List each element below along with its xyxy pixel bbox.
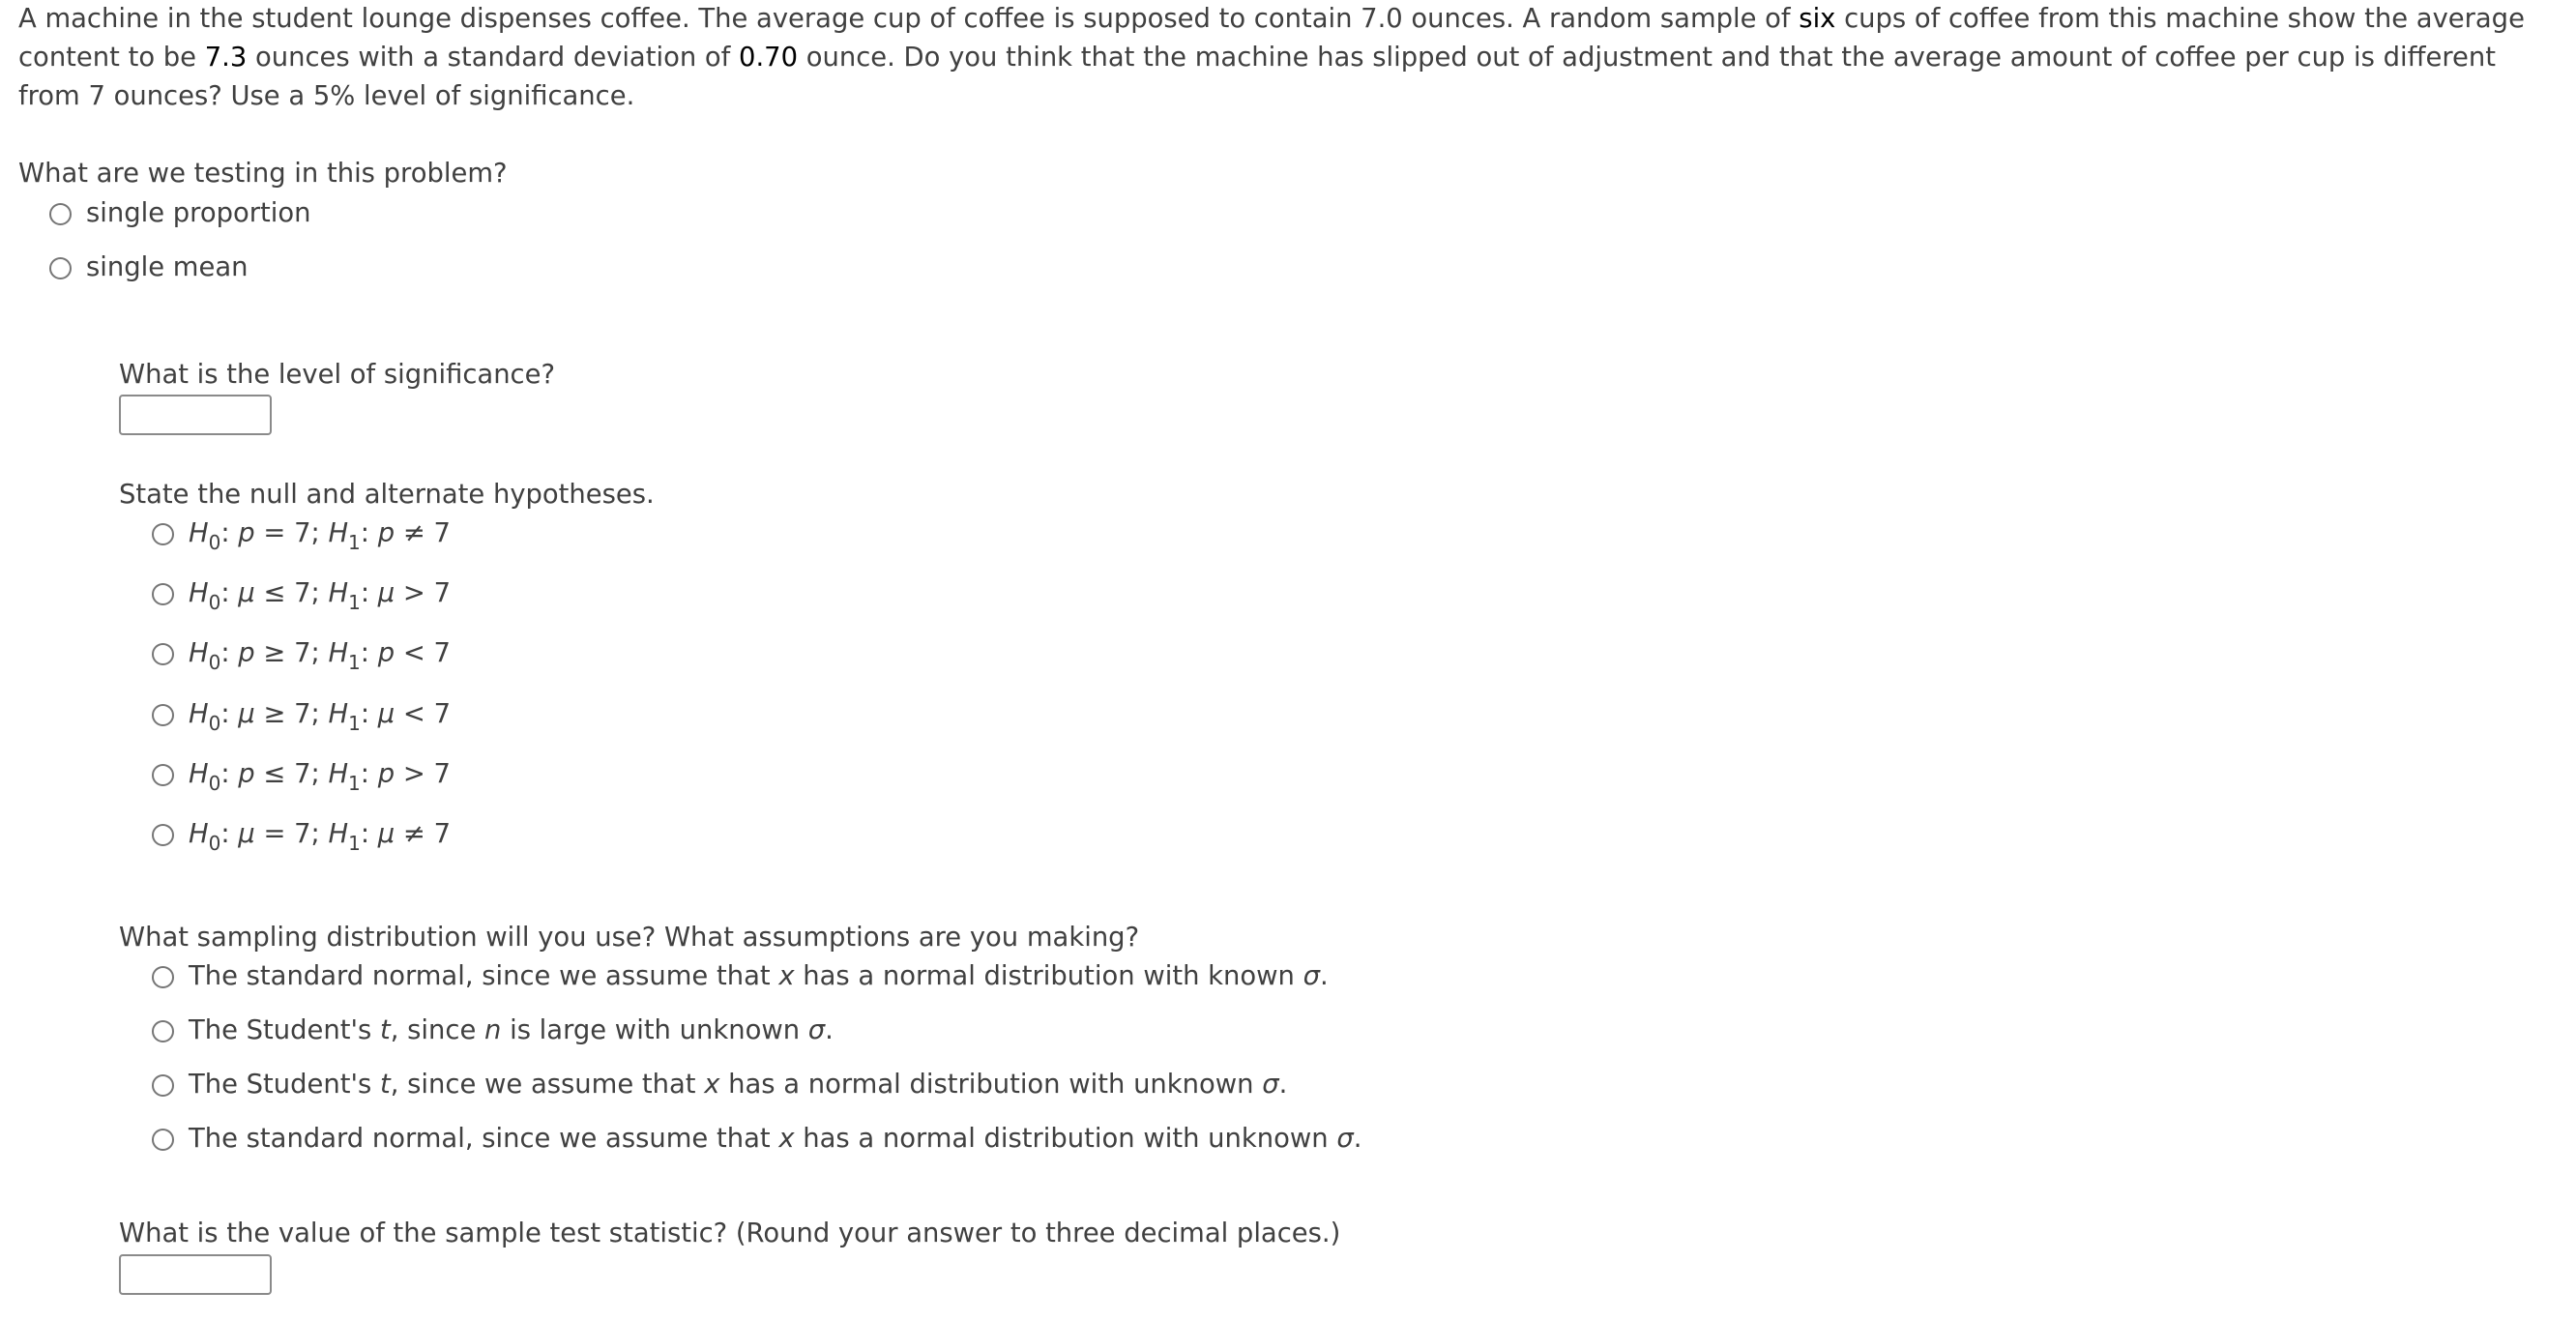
radio-distribution-2[interactable] [152, 1020, 174, 1042]
question-sampling-distribution: What sampling distribution will you use? What assumptions are you making? [119, 923, 1140, 953]
problem-statement: A machine in the student lounge dispenses coffee. The average cup of coffee is supposed to contain 7.0 ounces. A random sample of six cups of coffee from this machine show the average content to be 7.3 ounces with a standard deviation of 0.70 ounce. Do you think that the machine has slipped out of adjustment and that the average amount of coffee per cup is different from 7 ounces? Use a 5% level of significance. [18, 4, 2525, 111]
question-significance-level: What is the level of significance? [119, 360, 556, 390]
sample-mean-value: 7.3 [204, 43, 248, 73]
hypothesis-option-6[interactable]: $H_0$: μ = 7; $H_1$: μ ≠ 7 [152, 815, 451, 854]
radio-single-mean[interactable] [49, 257, 72, 279]
radio-hypothesis-4[interactable] [152, 704, 174, 726]
radio-hypothesis-2[interactable] [152, 583, 174, 605]
radio-distribution-1[interactable] [152, 966, 174, 988]
hypothesis-option-1[interactable]: $H_0$: p = 7; $H_1$: p ≠ 7 [152, 514, 451, 553]
radio-hypothesis-5[interactable] [152, 764, 174, 786]
question-hypotheses: State the null and alternate hypotheses. [119, 480, 655, 510]
radio-single-proportion[interactable] [49, 203, 72, 225]
radio-hypothesis-3[interactable] [152, 643, 174, 665]
significance-level-input[interactable] [119, 395, 272, 435]
hypothesis-option-3[interactable]: $H_0$: p ≥ 7; $H_1$: p < 7 [152, 634, 451, 673]
distribution-option-4[interactable]: The standard normal, since we assume that x has a normal distribution with unknown σ. [152, 1120, 1361, 1159]
option-single-mean[interactable]: single mean [49, 249, 248, 287]
distribution-option-2[interactable]: The Student's t, since n is large with unknown σ. [152, 1012, 834, 1050]
hypothesis-option-5[interactable]: $H_0$: p ≤ 7; $H_1$: p > 7 [152, 755, 451, 794]
distribution-option-3[interactable]: The Student's t, since we assume that x has a normal distribution with unknown σ. [152, 1066, 1287, 1104]
radio-hypothesis-1[interactable] [152, 523, 174, 545]
hypothesis-option-2[interactable]: $H_0$: μ ≤ 7; $H_1$: μ > 7 [152, 574, 451, 613]
radio-hypothesis-6[interactable] [152, 824, 174, 846]
distribution-option-1[interactable]: The standard normal, since we assume that x has a normal distribution with known σ. [152, 957, 1329, 996]
radio-distribution-3[interactable] [152, 1074, 174, 1097]
option-single-proportion[interactable]: single proportion [49, 194, 310, 233]
sample-sd-value: 0.70 [739, 43, 799, 73]
test-statistic-input[interactable] [119, 1254, 272, 1295]
question-testing-type: What are we testing in this problem? [18, 159, 508, 189]
question-test-statistic: What is the value of the sample test statistic? (Round your answer to three decimal places.) [119, 1218, 1341, 1248]
sample-size-value: six [1799, 4, 1836, 34]
hypothesis-option-4[interactable]: $H_0$: μ ≥ 7; $H_1$: μ < 7 [152, 695, 451, 734]
radio-distribution-4[interactable] [152, 1129, 174, 1151]
